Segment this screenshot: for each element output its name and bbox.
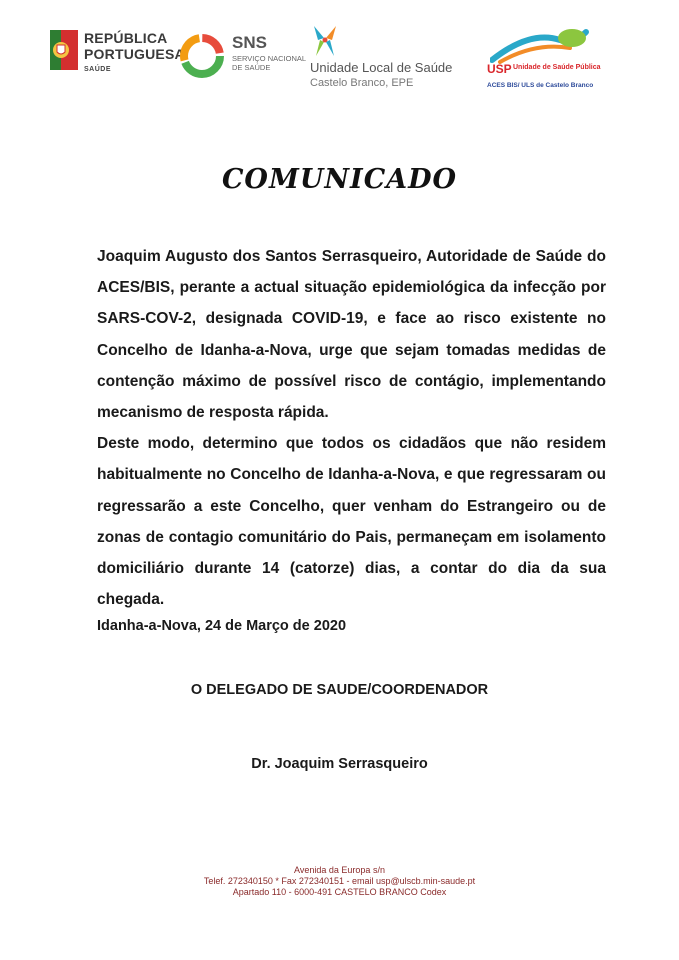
footer-line: Apartado 110 - 6000-491 CASTELO BRANCO Codex: [232, 887, 447, 897]
usp-swoosh-icon: [490, 26, 590, 64]
document-body: [97, 241, 606, 615]
republica-portuguesa-label: REPÚBLICA PORTUGUESA: [84, 30, 185, 62]
document-title: COMUNICADO: [221, 164, 458, 195]
uls-emblem-icon: [312, 24, 338, 58]
body-paragraph: Deste modo, determino que todos os cidadãos que não residem habitualmente no Concelho de Idanha-a-Nova, e que regressaram ou regressarão a este Concelho, quer venham do Estrangeiro ou de zonas de contagio comunitário do Pais, permaneçam em isolamento domiciliário durante 14 (catorze) dias, a contar do dia da sua chegada.: [97, 435, 606, 609]
usp-aces: ACES BIS/ ULS de Castelo Branco: [487, 82, 594, 89]
date-line: Idanha-a-Nova, 24 de Março de 2020: [97, 618, 347, 634]
uls-location: Castelo Branco, EPE: [310, 77, 414, 89]
sns-sublabel: SERVIÇO NACIONAL DE SAÚDE: [232, 54, 307, 72]
usp-name: Unidade de Saúde Pública: [513, 64, 601, 71]
usp-acronym: USP: [487, 62, 512, 76]
sns-label: SNS: [232, 33, 267, 52]
uls-name: Unidade Local de Saúde: [310, 60, 453, 75]
republica-portuguesa-emblem: [50, 30, 78, 70]
footer-line: Avenida da Europa s/n: [294, 865, 385, 875]
signatory-role: O DELEGADO DE SAUDE/COORDENADOR: [190, 682, 489, 698]
footer-address: [0, 865, 679, 898]
footer-line: Telef. 272340150 * Fax 272340151 - email usp@ulscb.min-saude.pt: [203, 876, 476, 886]
saude-label: SAÚDE: [84, 66, 112, 73]
letterhead: [0, 0, 679, 110]
body-paragraph: Joaquim Augusto dos Santos Serrasqueiro, Autoridade de Saúde do ACES/BIS, perante a actual situação epidemiológica da infecção por SARS-COV-2, designada COVID-19, e face ao risco existente no Concelho de Idanha-a-Nova, urge que sejam tomadas medidas de contenção máximo de possível risco de contágio, implementando mecanismo de resposta rápida.: [97, 248, 606, 422]
signatory-name: Dr. Joaquim Serrasqueiro: [251, 756, 428, 772]
sns-swirl-icon: [180, 34, 224, 78]
